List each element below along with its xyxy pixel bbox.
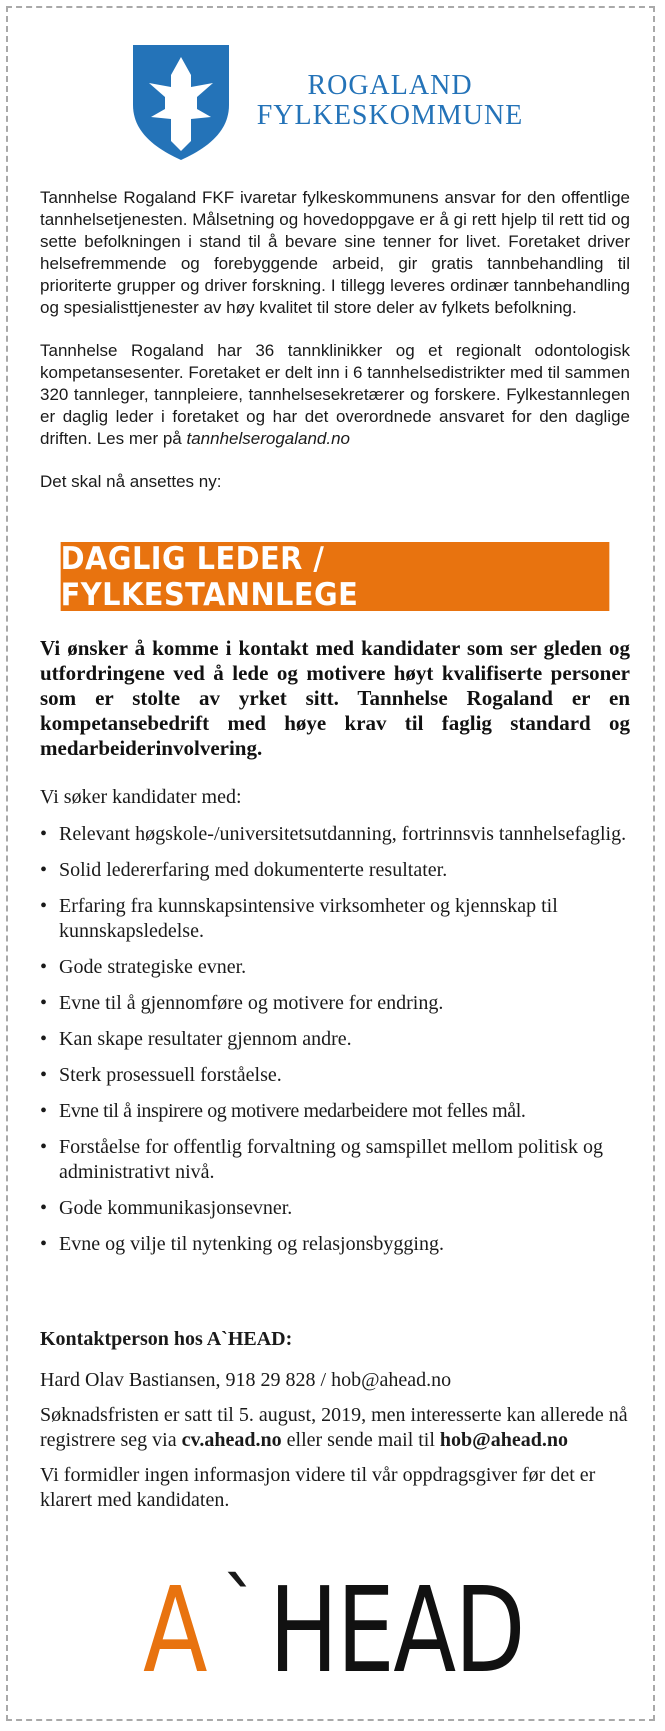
organization-name-line1: ROGALAND	[307, 70, 473, 101]
list-item-text: Gode kommunikasjonsevner.	[59, 1197, 293, 1219]
list-item-text: Kan skape resultater gjennom andre.	[59, 1028, 352, 1050]
list-item	[40, 955, 630, 980]
ahead-logo-tick: `	[221, 1562, 261, 1655]
register-link[interactable]: cv.ahead.no	[181, 1429, 282, 1451]
job-title-banner	[61, 542, 610, 611]
bullet: •	[40, 1233, 48, 1255]
list-item-text: Sterk prosessuell forståelse.	[59, 1064, 282, 1086]
list-item	[40, 1063, 630, 1088]
deadline-prefix: Søknadsfristen er satt til 5. august, 2019, men interesserte kan allerede nå registrere seg via	[40, 1404, 628, 1451]
contact-section	[40, 1327, 630, 1523]
list-item	[40, 1232, 630, 1257]
deadline-mid: eller sende mail til	[286, 1429, 435, 1451]
lead-text: Vi ønsker å komme i kontakt med kandidater som ser gleden og utfordringene ved å lede og motivere høyt kvalifiserte personer som er stolte av yrket sitt. Tannhelse Rogaland er en kompetansebedrift med høye krav til faglig standard og medarbeiderinvolvering.	[40, 636, 630, 760]
organization-name-line2: FYLKESKOMMUNE	[256, 100, 524, 131]
bullet: •	[40, 1136, 48, 1158]
organization-name	[245, 71, 535, 131]
list-item-text: Evne til å inspirere og motivere medarbeidere mot felles mål.	[59, 1100, 526, 1122]
ahead-logo-word: HEAD	[269, 1561, 524, 1699]
bullet: •	[40, 1100, 48, 1122]
bullet: •	[40, 859, 48, 881]
intro-section	[40, 187, 630, 514]
list-item	[40, 1135, 630, 1185]
bullet: •	[40, 1197, 48, 1219]
contact-person: Hard Olav Bastiansen, 918 29 828 / hob@ahead.no	[40, 1369, 452, 1391]
ahead-logo	[143, 1561, 533, 1699]
intro-paragraph-1: Tannhelse Rogaland FKF ivaretar fylkeskommunens ansvar for den offentlige tannhelsetjenesten. Målsetning og hovedoppgave er å gi rett hjelp til rett tid og sette befolkningen i stand til å bevare sine tenner for livet. Foretaket driver helsefremmende og forebyggende arbeid, gir gratis tannbehandling til prioriterte grupper og driver forskning. I tillegg leveres ordinær tannbehandling og spesialisttjenester av høy kvalitet til store deler av fylkets befolkning.	[40, 188, 630, 317]
hiring-notice: Det skal nå ansettes ny:	[40, 472, 222, 491]
privacy-text: Vi formidler ingen informasjon videre til vår oppdragsgiver før det er klarert med kandidaten.	[40, 1464, 596, 1511]
bullet: •	[40, 823, 48, 845]
rogaland-shield-icon	[133, 45, 229, 160]
list-item-text: Forståelse for offentlig forvaltning og samspillet mellom politisk og administrativt nivå.	[59, 1136, 604, 1183]
deadline-text	[40, 1403, 630, 1453]
list-item	[40, 1027, 630, 1052]
list-item	[40, 991, 630, 1016]
list-item	[40, 822, 630, 847]
list-item-text: Relevant høgskole-/universitetsutdanning, fortrinnsvis tannhelsefaglig.	[59, 823, 627, 845]
bullet: •	[40, 992, 48, 1014]
list-item-text: Evne til å gjennomføre og motivere for endring.	[59, 992, 444, 1014]
contact-heading: Kontaktperson hos A`HEAD:	[40, 1328, 293, 1350]
list-item-text: Solid ledererfaring med dokumenterte resultater.	[59, 859, 448, 881]
list-item	[40, 894, 630, 944]
intro-paragraph-2	[40, 340, 630, 450]
bullet: •	[40, 1064, 48, 1086]
list-item	[40, 858, 630, 883]
bullet: •	[40, 956, 48, 978]
requirements-intro: Vi søker kandidater med:	[40, 786, 242, 808]
ahead-logo-a: A	[143, 1561, 208, 1699]
website-link[interactable]: tannhelserogaland.no	[186, 429, 351, 448]
intro-paragraph-2-text: Tannhelse Rogaland har 36 tannklinikker og et regionalt odontologisk kompetansesenter. Foretaket er delt inn i 6 tannhelsedistrikter med til sammen 320 tannleger, tannpleiere, tannhelsesekretærer og forskere. Fylkestannlegen er daglig leder i foretaket og har det overordnede ansvaret for den daglige driften. Les mer på	[40, 341, 630, 448]
job-title: DAGLIG LEDER / FYLKESTANNLEGE	[60, 540, 359, 613]
list-item-text: Evne og vilje til nytenking og relasjonsbygging.	[59, 1233, 444, 1255]
bullet: •	[40, 1028, 48, 1050]
email-link[interactable]: hob@ahead.no	[439, 1429, 569, 1451]
requirements-list	[40, 822, 630, 1268]
list-item-text: Gode strategiske evner.	[59, 956, 247, 978]
rogaland-logo	[133, 45, 533, 160]
list-item	[40, 1099, 630, 1124]
list-item	[40, 1196, 630, 1221]
bullet: •	[40, 895, 48, 917]
list-item-text: Erfaring fra kunnskapsintensive virksomheter og kjennskap til kunnskapsledelse.	[59, 895, 558, 942]
